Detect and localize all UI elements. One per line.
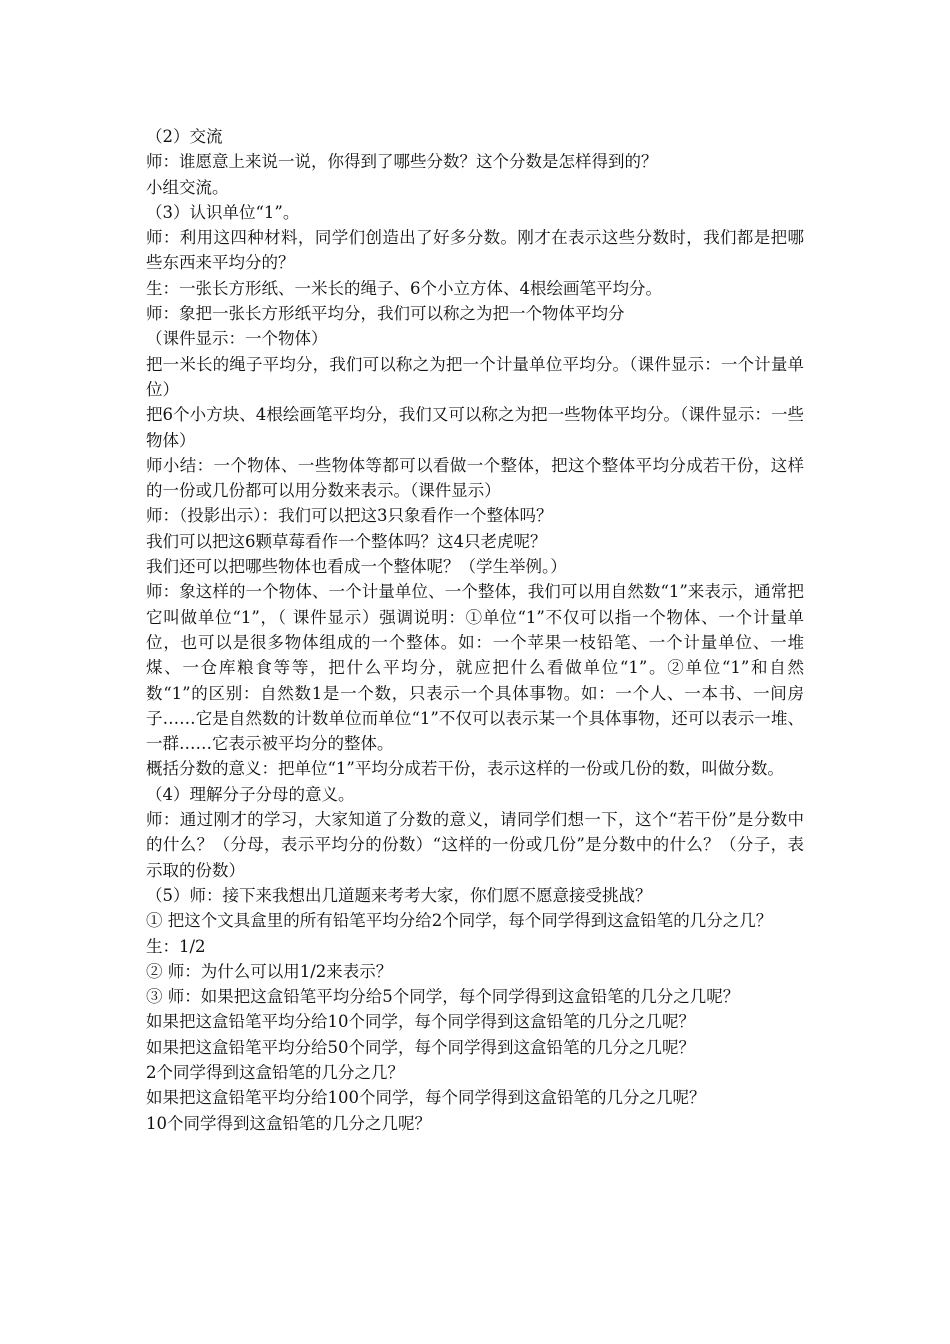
paragraph: （课件显示：一个物体） [146,329,328,349]
paragraph: 生：一张长方形纸、一米长的绳子、6个小立方体、4根绘画笔平均分。 [146,278,662,298]
paragraph: 如果把这盒铅笔平均分给50个同学，每个同学得到这盒铅笔的几分之几呢？ [146,1037,695,1057]
paragraph-section-2-heading: （2）交流 [146,127,223,146]
paragraph: 把一米长的绳子平均分，我们可以称之为把一个计量单位平均分。（课件显示：一个计量单位） [146,354,804,399]
paragraph: 师：利用这四种材料，同学们创造出了好多分数。刚才在表示这些分数时，我们都是把哪些东西来平均分的？ [146,228,804,273]
paragraph: ① 把这个文具盒里的所有铅笔平均分给2个同学，每个同学得到这盒铅笔的几分之几？ [146,911,773,931]
paragraph: 师：谁愿意上来说一说，你得到了哪些分数？这个分数是怎样得到的？ [146,152,658,172]
paragraph: 师：（投影出示）：我们可以把这3只象看作一个整体吗？ [146,506,553,526]
paragraph: 师：象这样的一个物体、一个计量单位、一个整体，我们可以用自然数“1”来表示，通常把它叫做单位“1”，（ 课件显示）强调说明：①单位“1”不仅可以指一个物体、一个计量单位，也可以是很多物体组成的一个整体。如：一个苹果一枝铅笔、一个计量单位、一堆煤、一仓库粮食等等，把什么平均分，就应把什么看做单位“1”。②单位“1”和自然数“1”的区别：自然数1是一个数，只表示一个具体事物。如：一个人、一本书、一间房子……它是自然数的计数单位而单位“1”不仅可以表示某一个具体事物，还可以表示一堆、一群……它表示被平均分的整体。 [146,582,804,754]
paragraph: ③ 师：如果把这盒铅笔平均分给5个同学，每个同学得到这盒铅笔的几分之几呢？ [146,987,740,1007]
paragraph: 把6个小方块、4根绘画笔平均分，我们又可以称之为把一些物体平均分。（课件显示：一些物体） [146,405,804,450]
document-body [146,124,804,1136]
paragraph-section-4-heading: （4）理解分子分母的意义。 [146,784,355,804]
paragraph-section-3-heading: （3）认识单位“1”。 [146,202,300,222]
paragraph: 师小结：一个物体、一些物体等都可以看做一个整体，把这个整体平均分成若干份，这样的一份或几份都可以用分数来表示。（课件显示） [146,455,804,501]
paragraph: 10个同学得到这盒铅笔的几分之几呢？ [146,1113,431,1133]
paragraph: 我们可以把这6颗草莓看作一个整体吗？这4只老虎呢？ [146,531,547,551]
paragraph: 如果把这盒铅笔平均分给100个同学，每个同学得到这盒铅笔的几分之几呢？ [146,1088,706,1108]
paragraph: 生：1/2 [146,936,206,956]
paragraph: ② 师：为什么可以用1/2来表示？ [146,961,393,981]
paragraph: 我们还可以把哪些物体也看成一个整体呢？（学生举例。） [146,557,567,577]
paragraph: 如果把这盒铅笔平均分给10个同学，每个同学得到这盒铅笔的几分之几呢？ [146,1012,695,1032]
paragraph-definition: 概括分数的意义：把单位“1”平均分成若干份，表示这样的一份或几份的数，叫做分数。 [146,759,784,779]
paragraph: 师：通过刚才的学习，大家知道了分数的意义，请同学们想一下，这个“若干份”是分数中的什么？（分母，表示平均分的份数）“这样的一份或几份”是分数中的什么？（分子，表示取的份数） [146,810,804,880]
paragraph-section-5-heading: （5）师：接下来我想出几道题来考考大家，你们愿不愿意接受挑战？ [146,885,652,905]
paragraph: 小组交流。 [146,177,229,197]
paragraph: 2个同学得到这盒铅笔的几分之几？ [146,1062,404,1082]
paragraph: 师：象把一张长方形纸平均分，我们可以称之为把一个物体平均分 [146,304,625,324]
